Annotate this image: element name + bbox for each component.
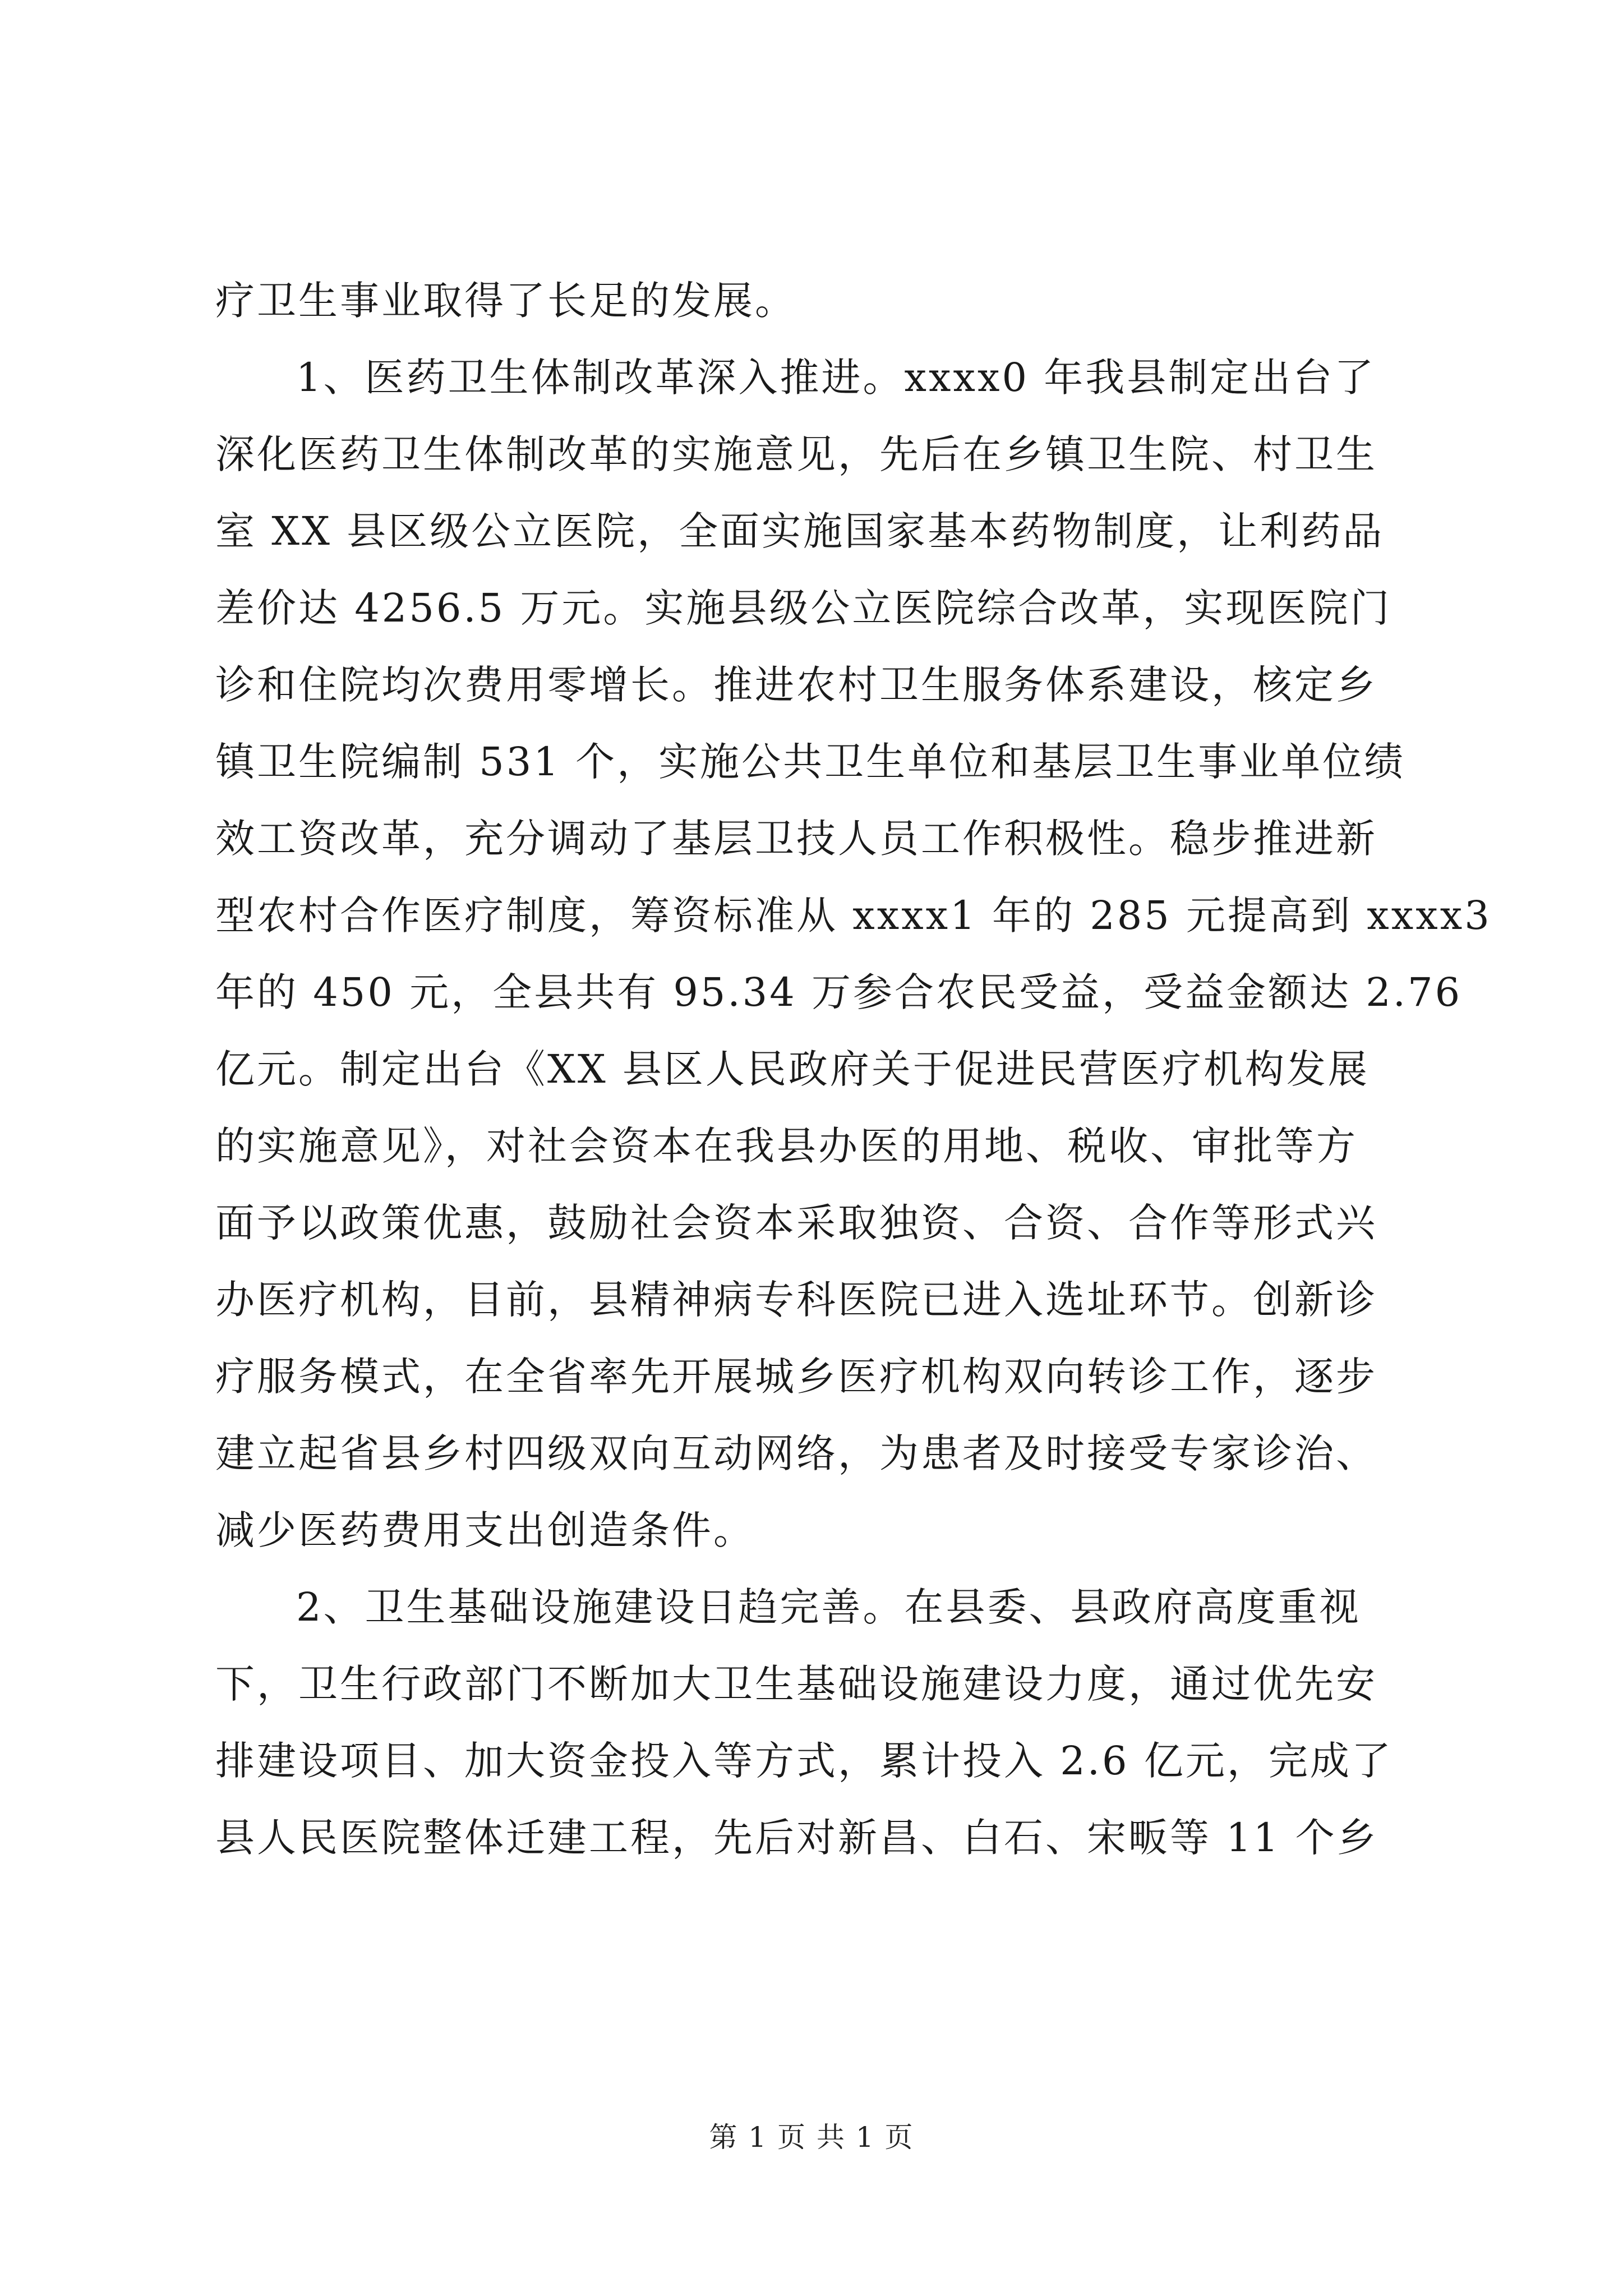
- text-line: 年的 450 元，全县共有 95.34 万参合农民受益，受益金额达 2.76: [215, 969, 1463, 1015]
- text-line: 疗服务模式，在全省率先开展城乡医疗机构双向转诊工作，逐步: [215, 1354, 1377, 1400]
- text-line: 减少医药费用支出创造条件。: [215, 1507, 755, 1553]
- text-line: 2、卫生基础设施建设日趋完善。在县委、县政府高度重视: [296, 1584, 1361, 1630]
- text-line: 镇卫生院编制 531 个，实施公共卫生单位和基层卫生事业单位绩: [215, 739, 1406, 785]
- text-line: 下，卫生行政部门不断加大卫生基础设施建设力度，通过优先安: [215, 1661, 1377, 1707]
- text-line: 深化医药卫生体制改革的实施意见，先后在乡镇卫生院、村卫生: [215, 431, 1377, 477]
- text-line: 1、医药卫生体制改革深入推进。xxxx0 年我县制定出台了: [296, 355, 1376, 401]
- text-line: 亿元。制定出台《XX 县区人民政府关于促进民营医疗机构发展: [215, 1046, 1370, 1092]
- text-line: 效工资改革，充分调动了基层卫技人员工作积极性。稳步推进新: [215, 816, 1377, 862]
- text-line: 排建设项目、加大资金投入等方式，累计投入 2.6 亿元，完成了: [215, 1738, 1393, 1784]
- text-line: 办医疗机构，目前，县精神病专科医院已进入选址环节。创新诊: [215, 1277, 1377, 1323]
- page-number-label: 第 1 页 共 1 页: [709, 2121, 914, 2154]
- text-line: 县人民医院整体迁建工程，先后对新昌、白石、宋畈等 11 个乡: [215, 1815, 1378, 1861]
- page-footer: [0, 2115, 1623, 2155]
- document-body: [215, 263, 1492, 1876]
- text-line: 诊和住院均次费用零增长。推进农村卫生服务体系建设，核定乡: [215, 662, 1377, 708]
- text-line: 面予以政策优惠，鼓励社会资本采取独资、合资、合作等形式兴: [215, 1200, 1377, 1246]
- text-line: 型农村合作医疗制度，筹资标准从 xxxx1 年的 285 元提高到 xxxx3: [215, 892, 1492, 938]
- text-line: 室 XX 县区级公立医院，全面实施国家基本药物制度，让利药品: [215, 508, 1385, 554]
- text-line: 的实施意见》，对社会资本在我县办医的用地、税收、审批等方: [215, 1123, 1358, 1169]
- text-line: 疗卫生事业取得了长足的发展。: [215, 278, 796, 324]
- text-line: 差价达 4256.5 万元。实施县级公立医院综合改革，实现医院门: [215, 585, 1392, 631]
- text-line: 建立起省县乡村四级双向互动网络，为患者及时接受专家诊治、: [215, 1430, 1377, 1476]
